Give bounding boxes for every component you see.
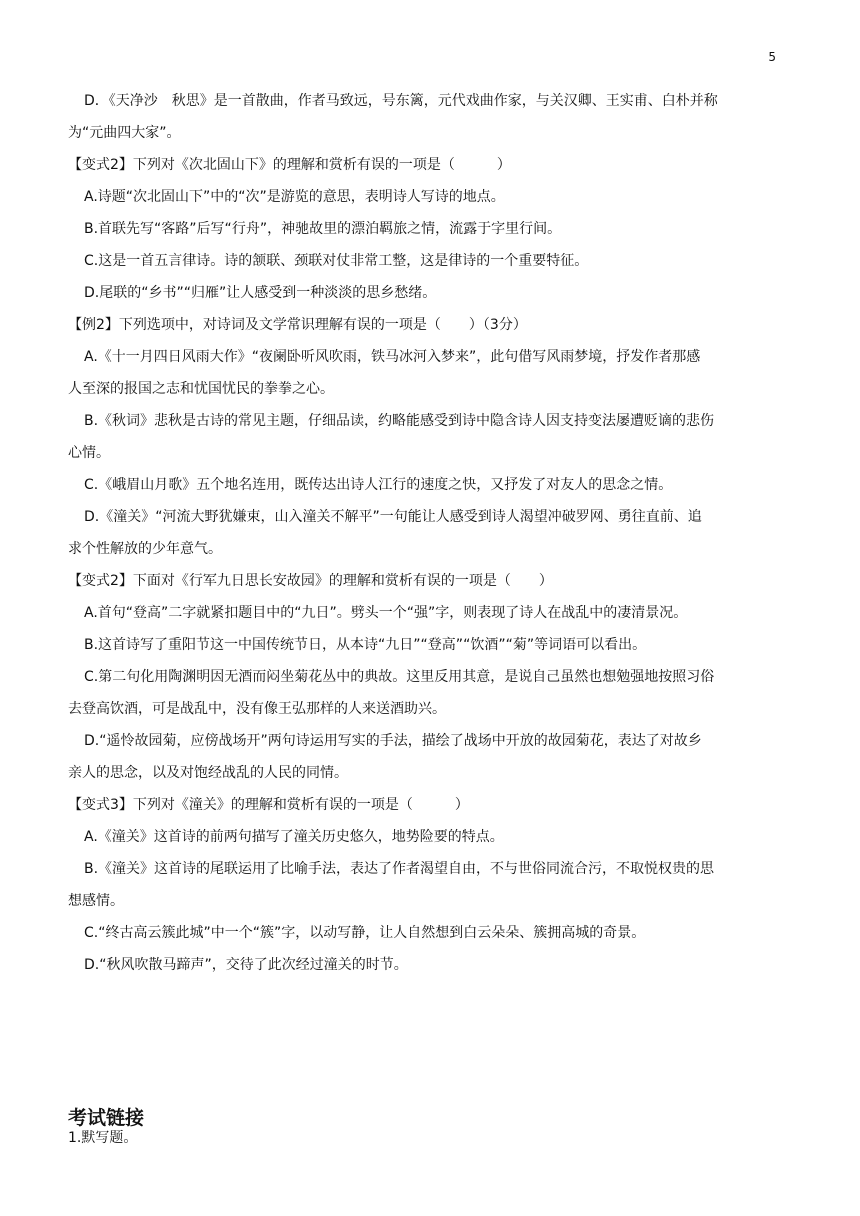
exercise-item: 1.默写题。 <box>68 1130 138 1146</box>
text-line: A.《潼关》这首诗的前两句描写了潼关历史悠久，地势险要的特点。 <box>84 829 504 845</box>
text-line: B.首联先写“客路”后写“行舟”，神驰故里的漂泊羁旅之情，流露于字里行间。 <box>84 221 562 237</box>
text-line: D.“秋风吹散马蹄声”，交待了此次经过潼关的时节。 <box>84 957 408 973</box>
text-line: C.《峨眉山月歌》五个地名连用，既传达出诗人江行的速度之快，又抒发了对友人的思念之情。 <box>84 477 673 493</box>
text-line: 求个性解放的少年意气。 <box>68 541 222 557</box>
text-line: 想感情。 <box>68 893 124 909</box>
text-line: C.第二句化用陶渊明因无酒而闷坐菊花丛中的典故。这里反用其意，是说自己虽然也想勉强地按照习俗 <box>84 669 715 685</box>
text-line: 亲人的思念，以及对饱经战乱的人民的同情。 <box>68 765 348 781</box>
text-line: D.《潼关》“河流大野犹嫌束，山入潼关不解平”一句能让人感受到诗人渴望冲破罗网、勇往直前、追 <box>84 509 702 525</box>
text-line: B.这首诗写了重阳节这一中国传统节日，从本诗“九日”“登高”“饮酒”“菊”等词语可以看出。 <box>84 637 647 653</box>
text-line: A.诗题“次北固山下”中的“次”是游览的意思，表明诗人写诗的地点。 <box>84 189 505 205</box>
text-line: B.《潼关》这首诗的尾联运用了比喻手法，表达了作者渴望自由，不与世俗同流合污，不取悦权贵的思 <box>84 861 715 877</box>
text-line: C.这是一首五言律诗。诗的颔联、颈联对仗非常工整，这是律诗的一个重要特征。 <box>84 253 589 269</box>
text-line: 去登高饮酒，可是战乱中，没有像王弘那样的人来送酒助兴。 <box>68 701 446 717</box>
text-line: 【例2】下列选项中，对诗词及文学常识理解有误的一项是（ ）（3分） <box>68 317 527 333</box>
text-line: 【变式2】下列对《次北固山下》的理解和赏析有误的一项是（ ） <box>68 157 511 173</box>
text-line: B.《秋词》悲秋是古诗的常见主题，仔细品读，约略能感受到诗中隐含诗人因支持变法屡遭贬谪的悲伤 <box>84 413 715 429</box>
text-line: 心情。 <box>68 445 110 461</box>
text-line: 为“元曲四大家”。 <box>68 125 181 141</box>
text-line: A.首句“登高”二字就紧扣题目中的“九日”。劈头一个“强”字，则表现了诗人在战乱中的凄清景况。 <box>84 605 688 621</box>
text-line: C.“终古高云簇此城”中一个“簇”字，以动写静，让人自然想到白云朵朵、簇拥高城的奇景。 <box>84 925 646 941</box>
text-line: D．《天净沙 秋思》是一首散曲，作者马致远，号东篱，元代戏曲作家，与关汉卿、王实甫、白朴并称 <box>84 93 718 109</box>
section-heading: 考试链接 <box>68 1107 145 1129</box>
text-line: D.“遥怜故园菊，应傍战场开”两句诗运用写实的手法，描绘了战场中开放的故园菊花，表达了对故乡 <box>84 733 702 749</box>
text-line: D.尾联的“乡书”“归雁”让人感受到一种淡淡的思乡愁绪。 <box>84 285 437 301</box>
document-body <box>68 85 780 981</box>
text-line: 【变式3】下列对《潼关》的理解和赏析有误的一项是（ ） <box>68 797 469 813</box>
text-line: 人至深的报国之志和忧国忧民的拳拳之心。 <box>68 381 334 397</box>
page-number: 5 <box>768 50 776 64</box>
text-line: 【变式2】下面对《行军九日思长安故园》的理解和赏析有误的一项是（ ） <box>68 573 553 589</box>
text-line: A.《十一月四日风雨大作》“夜阑卧听风吹雨，铁马冰河入梦来”，此句借写风雨梦境，抒发作者那感 <box>84 349 701 365</box>
